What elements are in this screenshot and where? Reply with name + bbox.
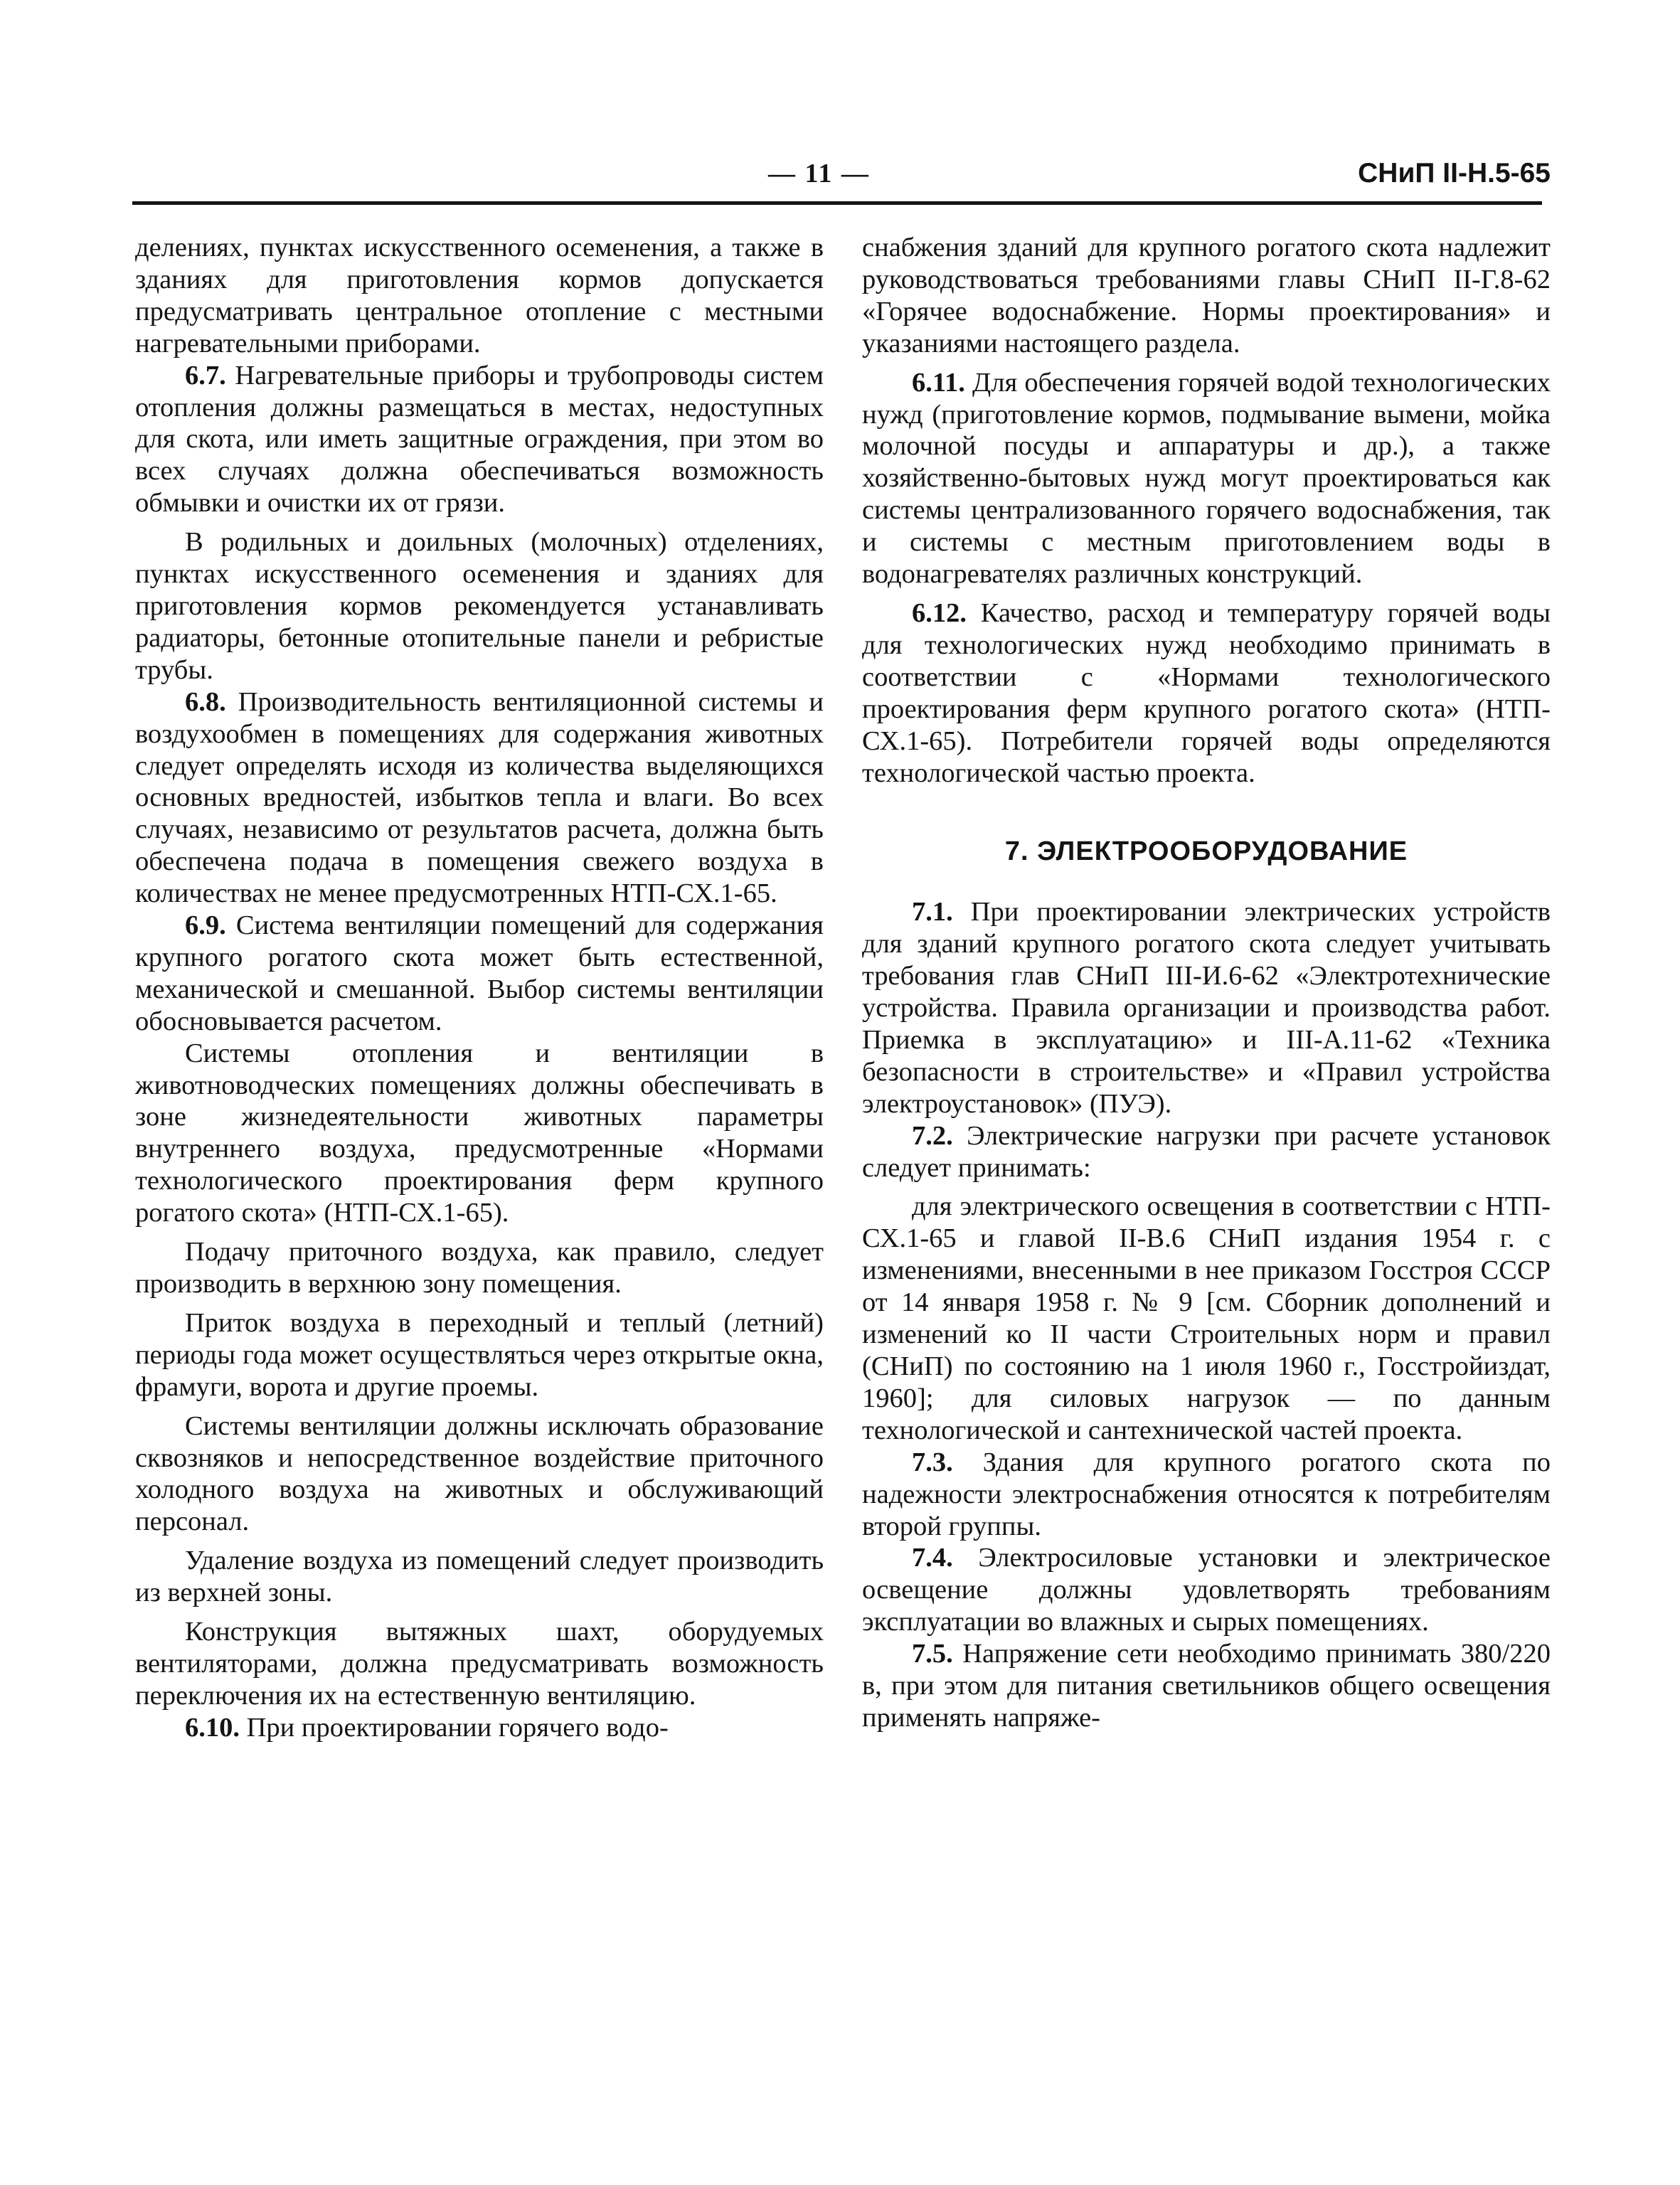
right-column [862,232,1551,1734]
paragraph-6-11: 6.11. Для обеспечения горячей водой технологических нужд (приготовление кормов, подмывание вымени, мойка молочной посуды и аппаратуры и др.), а также хозяйственно-бытовых нужд могут проектироваться как системы централизованного горячего водоснабжения, так и системы с местным приготовлением воды в водонагревателях различных конструкций. [862,367,1551,590]
paragraph: делениях, пунктах искусственного осеменения, а также в зданиях для приготовления кормов допускается предусматривать центральное отопление с местными нагревательными приборами. [135,233,824,358]
paragraph-7-4: 7.4. Электросиловые установки и электрическое освещение должны удовлетворять требованиям эксплуатации во влажных и сырых помещениях. [862,1543,1551,1637]
paragraph-6-10: 6.10. При проектировании горячего водо- [185,1712,669,1743]
paragraph: Приток воздуха в переходный и теплый (летний) периоды года может осуществляться через открытые окна, фрамуги, ворота и другие проемы. [135,1307,824,1402]
paragraph: снабжения зданий для крупного рогатого скота надлежит руководствоваться требованиями главы СНиП II-Г.8-62 «Горячее водоснабжение. Нормы проектирования» и указаниями настоящего раздела. [862,233,1551,358]
paragraph: Системы вентиляции должны исключать образование сквозняков и непосредственное воздействие приточного холодного воздуха на животных и обслуживающий персонал. [135,1410,824,1537]
paragraph-7-3: 7.3. Здания для крупного рогатого скота по надежности электроснабжения относятся к потребителям второй группы. [862,1447,1551,1541]
paragraph-6-8: 6.8. Производительность вентиляционной системы и воздухообмен в помещениях для содержания животных следует определять исходя из количества выделяющихся основных вредностей, избытков тепла и влаги. Во всех случаях, независимо от результатов расчета, должна быть обеспечена подача в помещения свежего воздуха в количествах не менее предусмотренных НТП-СХ.1-65. [135,686,824,909]
paragraph: Системы отопления и вентиляции в животноводческих помещениях должны обеспечивать в зоне жизнедеятельности животных параметры внутреннего воздуха, предусмотренные «Нормами технологического проектирования ферм крупного рогатого скота» (НТП-СХ.1-65). [135,1038,824,1228]
paragraph: Подачу приточного воздуха, как правило, следует производить в верхнюю зону помещения. [135,1237,824,1299]
page-number: — 11 — [768,159,870,188]
paragraph-6-7: 6.7. Нагревательные приборы и трубопроводы систем отопления должны размещаться в местах, недоступных для скота, или иметь защитные ограждения, при этом во всех случаях должна обеспечиваться возможность обмывки и очистки их от грязи. [135,360,824,519]
paragraph: Конструкция вытяжных шахт, оборудуемых вентиляторами, должна предусматривать возможность переключения их на естественную вентиляцию. [135,1617,824,1711]
header-rule [132,201,1542,205]
paragraph: В родильных и доильных (молочных) отделениях, пунктах искусственного осеменения и зданиях для приготовления кормов рекомендуется устанавливать радиаторы, бетонные отопительные панели и ребристые трубы. [135,527,824,685]
paragraph: Удаление воздуха из помещений следует производить из верхней зоны. [135,1546,824,1608]
left-column [135,232,824,1744]
section-title: 7. ЭЛЕКТРООБОРУДОВАНИЕ [1004,836,1408,867]
paragraph-7-1: 7.1. При проектировании электрических устройств для зданий крупного рогатого скота следует учитывать требования глав СНиП III-И.6-62 «Электротехнические устройства. Правила организации и производства работ. Приемка в эксплуатацию» и III-А.11-62 «Техника безопасности в строительстве» и «Правил устройства электроустановок» (ПУЭ). [862,897,1551,1119]
document-code: СНиП II-Н.5-65 [1358,158,1551,188]
paragraph-6-12: 6.12. Качество, расход и температуру горячей воды для технологических нужд необходимо принимать в соответствии с «Нормами технологического проектирования ферм крупного рогатого скота» (НТП-СХ.1-65). Потребители горячей воды определяются технологической частью проекта. [862,597,1551,788]
paragraph-7-5: 7.5. Напряжение сети необходимо принимать 380/220 в, при этом для питания светильников общего освещения применять напряже- [862,1639,1551,1733]
paragraph-7-2: 7.2. Электрические нагрузки при расчете установок следует принимать: [862,1120,1551,1183]
paragraph-6-9: 6.9. Система вентиляции помещений для содержания крупного рогатого скота может быть естественной, механической и смешанной. Выбор системы вентиляции обосновывается расчетом. [135,910,824,1036]
page-header [0,158,1680,201]
paragraph: для электрического освещения в соответствии с НТП-СХ.1-65 и главой II-В.6 СНиП издания 1954 г. с изменениями, внесенными в нее приказом Госстроя СССР от 14 января 1958 г. № 9 [см. Сборник дополнений и изменений ко II части Строительных норм и правил (СНиП) по состоянию на 1 июля 1960 г., Госстройиздат, 1960]; для силовых нагрузок — по данным технологической и сантехнической частей проекта. [862,1191,1551,1445]
